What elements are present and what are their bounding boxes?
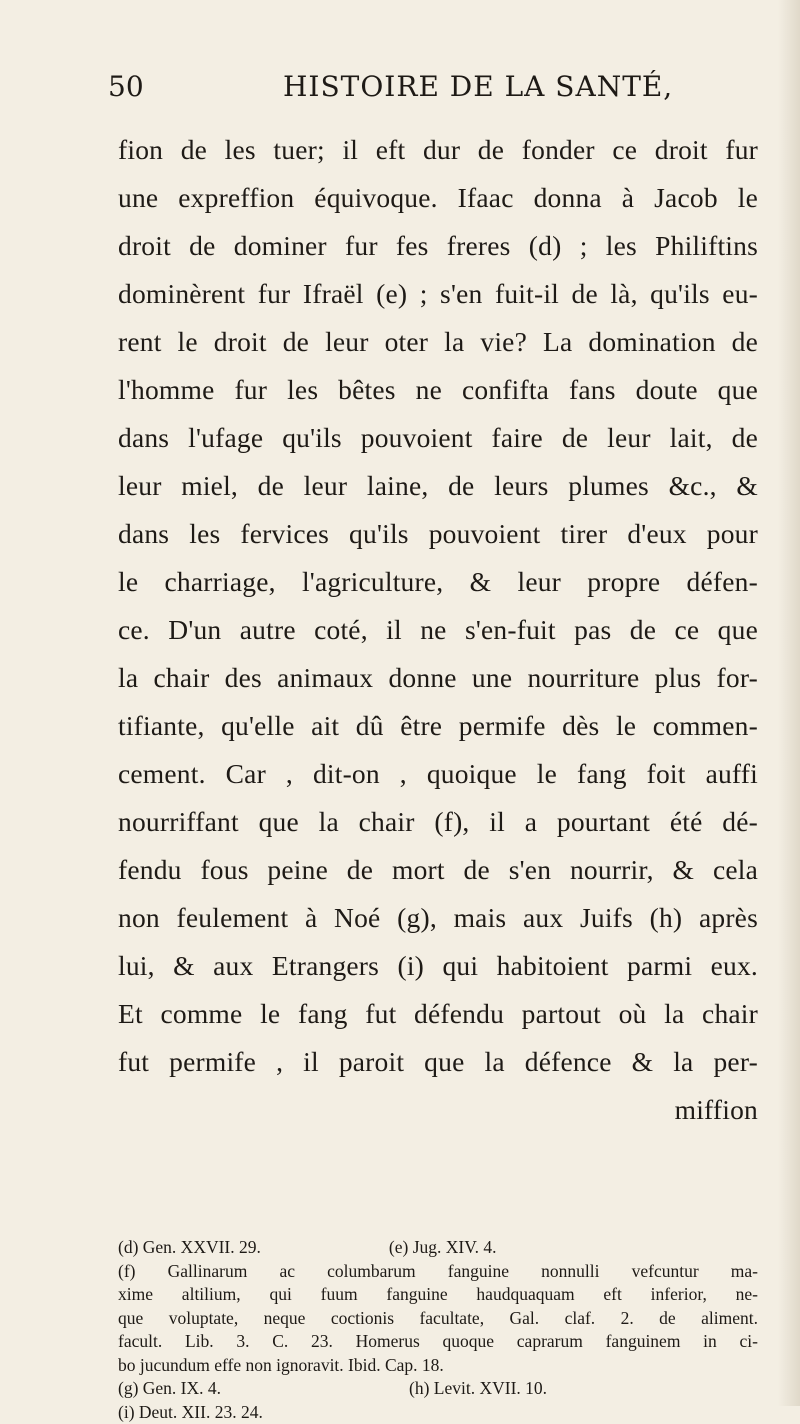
title-initial-s: S xyxy=(555,70,575,103)
footnote-f-line: que voluptate, neque coctionis facultate, Gal. claf. 2. de aliment. xyxy=(118,1307,758,1331)
footnote-f-line: xime altilium, qui fuum fanguine haudquaquam eft inferior, ne- xyxy=(118,1283,758,1307)
text-line: fion de les tuer; il eft dur de fonder ce droit fur xyxy=(118,126,758,174)
title-initial-h: H xyxy=(283,70,308,103)
text-line: une expreffion équivoque. Ifaac donna à Jacob le xyxy=(118,174,758,222)
text-line: l'homme fur les bêtes ne confifta fans doute que xyxy=(118,366,758,414)
text-line: rent le droit de leur oter la vie? La domination de xyxy=(118,318,758,366)
text-line: tifiante, qu'elle ait dû être permife dès le commen- xyxy=(118,702,758,750)
text-line: le charriage, l'agriculture, & leur propre défen- xyxy=(118,558,758,606)
title-part-histoire: ISTOIRE DE LA xyxy=(308,70,555,103)
footnote-d: (d) Gen. XXVII. 29. xyxy=(118,1237,261,1257)
text-line: lui, & aux Etrangers (i) qui habitoient parmi eux. xyxy=(118,942,758,990)
footnote-d-e xyxy=(118,1236,758,1260)
catchword: miffion xyxy=(118,1086,758,1134)
title-part-sante: ANTÉ, xyxy=(575,70,673,103)
running-title xyxy=(283,70,673,103)
text-line: droit de dominer fur fes freres (d) ; les Philiftins xyxy=(118,222,758,270)
footnotes xyxy=(118,1236,758,1424)
text-line: non feulement à Noé (g), mais aux Juifs (h) après xyxy=(118,894,758,942)
main-text xyxy=(118,126,758,1134)
page-edge-shadow xyxy=(778,0,800,1406)
text-line: dans les fervices qu'ils pouvoient tirer d'eux pour xyxy=(118,510,758,558)
footnote-h: (h) Levit. XVII. 10. xyxy=(409,1378,547,1398)
footnote-g-h xyxy=(118,1377,758,1401)
text-line: nourriffant que la chair (f), il a pourtant été dé- xyxy=(118,798,758,846)
footnote-g: (g) Gen. IX. 4. xyxy=(118,1378,221,1398)
text-line: ce. D'un autre coté, il ne s'en-fuit pas de ce que xyxy=(118,606,758,654)
footnote-i: (i) Deut. XII. 23. 24. xyxy=(118,1401,758,1424)
text-line: fut permife , il paroit que la défence & la per- xyxy=(118,1038,758,1086)
text-line: dominèrent fur Ifraël (e) ; s'en fuit-il de là, qu'ils eu- xyxy=(118,270,758,318)
text-line: cement. Car , dit-on , quoique le fang foit auffi xyxy=(118,750,758,798)
footnote-e: (e) Jug. XIV. 4. xyxy=(389,1237,497,1257)
text-line: Et comme le fang fut défendu partout où la chair xyxy=(118,990,758,1038)
text-line: leur miel, de leur laine, de leurs plumes &c., & xyxy=(118,462,758,510)
footnote-f: (f) Gallinarum ac columbarum fanguine nonnulli vefcuntur ma- xyxy=(118,1260,758,1284)
text-line: fendu fous peine de mort de s'en nourrir, & cela xyxy=(118,846,758,894)
running-header xyxy=(108,70,708,110)
footnote-f-line: bo jucundum effe non ignoravit. Ibid. Cap. 18. xyxy=(118,1354,758,1378)
page-number: 50 xyxy=(108,70,144,103)
text-line: la chair des animaux donne une nourriture plus for- xyxy=(118,654,758,702)
text-line: dans l'ufage qu'ils pouvoient faire de leur lait, de xyxy=(118,414,758,462)
footnote-f-line: facult. Lib. 3. C. 23. Homerus quoque caprarum fanguinem in ci- xyxy=(118,1330,758,1354)
